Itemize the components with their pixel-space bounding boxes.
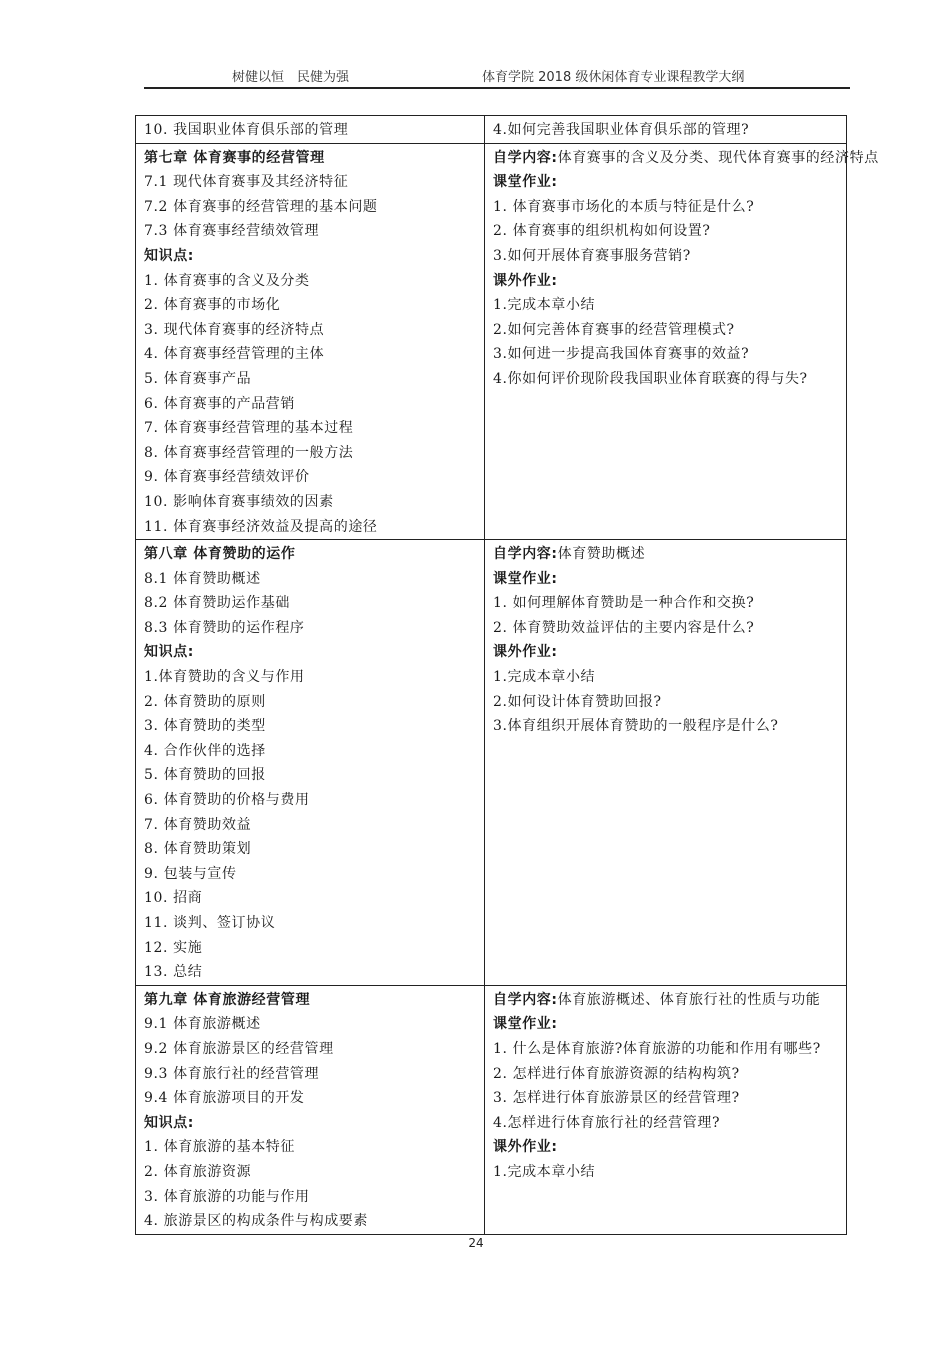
outline-line: 1.完成本章小结 — [493, 297, 596, 314]
outline-line: 9.4 体育旅游项目的开发 — [144, 1090, 305, 1107]
outline-line: 1.完成本章小结 — [493, 669, 596, 686]
course-outline-table — [135, 115, 879, 1235]
outline-line: 7.2 体育赛事的经营管理的基本问题 — [144, 198, 378, 215]
self-study-line — [493, 542, 840, 567]
outline-line: 8. 体育赛事经营管理的一般方法 — [144, 444, 354, 461]
outline-line: 12. 实施 — [144, 939, 203, 956]
outline-line: 7. 体育赛事经营管理的基本过程 — [144, 420, 354, 437]
outline-line: 7.1 现代体育赛事及其经济特征 — [144, 174, 349, 191]
outline-line: 5. 体育赞助的回报 — [144, 767, 266, 784]
outline-line: 7.3 体育赛事经营绩效管理 — [144, 223, 320, 240]
header-motto: 树健以恒 民健为强 — [232, 70, 350, 85]
section-heading: 第七章 体育赛事的经营管理 — [144, 149, 325, 166]
page-header — [144, 66, 850, 86]
section-heading: 课外作业: — [493, 644, 558, 661]
outline-line: 2. 体育赛事的组织机构如何设置? — [493, 223, 711, 240]
assignment-cell — [485, 540, 847, 986]
outline-line: 5. 体育赛事产品 — [144, 370, 252, 387]
outline-line: 4. 合作伙伴的选择 — [144, 742, 266, 759]
outline-line: 9. 包装与宣传 — [144, 865, 237, 882]
outline-line: 1.体育赞助的含义与作用 — [144, 669, 305, 686]
section-heading: 课堂作业: — [493, 174, 558, 191]
self-study-label: 自学内容: — [493, 991, 558, 1008]
section-heading: 知识点: — [144, 1114, 194, 1131]
outline-line: 6. 体育赛事的产品营销 — [144, 395, 296, 412]
assignment-cell — [485, 116, 847, 144]
self-study-line — [493, 988, 840, 1013]
section-heading: 知识点: — [144, 644, 194, 661]
chapter-row — [136, 116, 847, 144]
outline-line: 8.3 体育赞助的运作程序 — [144, 619, 305, 636]
page-number: 24 — [468, 1236, 484, 1250]
outline-line: 4. 旅游景区的构成条件与构成要素 — [144, 1213, 369, 1230]
outline-line: 3. 体育赞助的类型 — [144, 718, 266, 735]
section-heading: 课外作业: — [493, 1139, 558, 1156]
chapter-content-cell — [136, 540, 485, 986]
outline-line: 4. 体育赛事经营管理的主体 — [144, 346, 325, 363]
outline-line: 1. 体育赛事市场化的本质与特征是什么? — [493, 198, 755, 215]
outline-line: 9.1 体育旅游概述 — [144, 1016, 261, 1033]
outline-line: 10. 我国职业体育俱乐部的管理 — [144, 122, 349, 138]
outline-line: 6. 体育赞助的价格与费用 — [144, 792, 310, 809]
outline-line: 2. 体育赞助的原则 — [144, 693, 266, 710]
outline-line: 2. 体育赞助效益评估的主要内容是什么? — [493, 619, 755, 636]
outline-line: 8.1 体育赞助概述 — [144, 570, 261, 587]
outline-line: 7. 体育赞助效益 — [144, 816, 252, 833]
section-heading: 知识点: — [144, 247, 194, 264]
section-heading: 课堂作业: — [493, 570, 558, 587]
outline-line: 1. 体育旅游的基本特征 — [144, 1139, 296, 1156]
outline-line: 9. 体育赛事经营绩效评价 — [144, 469, 310, 486]
section-heading: 第八章 体育赞助的运作 — [144, 546, 296, 563]
outline-line: 2.如何完善体育赛事的经营管理模式? — [493, 321, 735, 338]
outline-line: 3.如何进一步提高我国体育赛事的效益? — [493, 346, 750, 363]
outline-line: 13. 总结 — [144, 964, 203, 981]
assignment-cell — [485, 143, 879, 540]
outline-line: 4.怎样进行体育旅行社的经营管理? — [493, 1114, 721, 1131]
outline-line: 9.2 体育旅游景区的经营管理 — [144, 1040, 334, 1057]
header-rule — [144, 87, 850, 89]
self-study-text: 体育赞助概述 — [557, 546, 646, 563]
chapter-content-cell — [136, 143, 485, 540]
self-study-line — [493, 146, 879, 171]
outline-line: 11. 谈判、签订协议 — [144, 915, 276, 931]
outline-line: 10. 影响体育赛事绩效的因素 — [144, 493, 334, 510]
outline-table-body — [136, 116, 879, 1235]
outline-line: 2.如何设计体育赞助回报? — [493, 693, 662, 710]
chapter-row — [136, 985, 847, 1234]
outline-line: 1. 体育赛事的含义及分类 — [144, 272, 310, 289]
outline-line: 2. 怎样进行体育旅游资源的结构构筑? — [493, 1065, 740, 1082]
outline-line: 9.3 体育旅行社的经营管理 — [144, 1065, 320, 1082]
chapter-content-cell — [136, 985, 485, 1234]
outline-line: 3. 体育旅游的功能与作用 — [144, 1188, 310, 1205]
outline-line: 8.2 体育赞助运作基础 — [144, 595, 290, 612]
outline-line: 11. 体育赛事经济效益及提高的途径 — [144, 518, 378, 535]
outline-line: 8. 体育赞助策划 — [144, 841, 252, 858]
section-heading: 课外作业: — [493, 272, 558, 289]
chapter-content-cell — [136, 116, 485, 144]
outline-line: 2. 体育旅游资源 — [144, 1163, 252, 1180]
outline-line: 4.你如何评价现阶段我国职业体育联赛的得与失? — [493, 370, 808, 387]
self-study-text: 体育赛事的含义及分类、现代体育赛事的经济特点 — [557, 149, 879, 166]
outline-line: 4.如何完善我国职业体育俱乐部的管理? — [493, 122, 750, 138]
outline-line: 1.完成本章小结 — [493, 1163, 596, 1180]
outline-line: 2. 体育赛事的市场化 — [144, 297, 281, 314]
outline-line: 1. 如何理解体育赞助是一种合作和交换? — [493, 595, 755, 612]
self-study-text: 体育旅游概述、体育旅行社的性质与功能 — [557, 991, 821, 1008]
self-study-label: 自学内容: — [493, 546, 558, 563]
outline-line: 3. 现代体育赛事的经济特点 — [144, 321, 325, 338]
outline-line: 10. 招商 — [144, 890, 203, 907]
outline-line: 3. 怎样进行体育旅游景区的经营管理? — [493, 1090, 740, 1107]
chapter-row — [136, 143, 847, 540]
outline-line: 3.如何开展体育赛事服务营销? — [493, 247, 691, 264]
header-document-title: 体育学院 2018 级休闲体育专业课程教学大纲 — [482, 70, 745, 85]
outline-line: 3.体育组织开展体育赞助的一般程序是什么? — [493, 718, 779, 735]
self-study-label: 自学内容: — [493, 149, 558, 166]
assignment-cell — [485, 985, 847, 1234]
outline-line: 1. 什么是体育旅游?体育旅游的功能和作用有哪些? — [493, 1040, 821, 1057]
section-heading: 第九章 体育旅游经营管理 — [144, 991, 311, 1008]
chapter-row — [136, 540, 847, 986]
section-heading: 课堂作业: — [493, 1016, 558, 1033]
